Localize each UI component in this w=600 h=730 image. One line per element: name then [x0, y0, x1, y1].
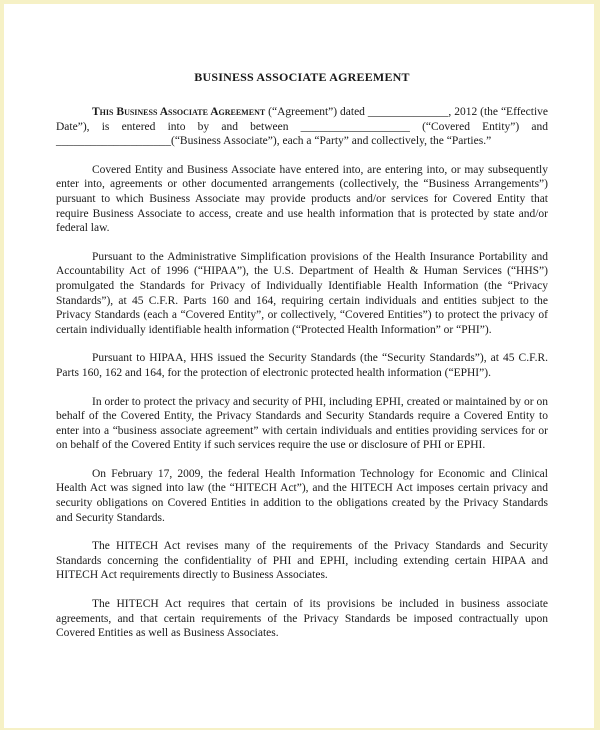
paragraph-business-arrangements: Covered Entity and Business Associate have entered into, are entering into, or may subsequently enter into, agreements or other documented arrangements (collectively, the “Business Arrangements”) pursuant to which Business Associate may provide products and/or services for Covered Entity that require Business Associate to access, create and use health information that is protected by state and/or federal law. [56, 163, 548, 235]
paragraph-security-standards: Pursuant to HIPAA, HHS issued the Security Standards (the “Security Standards”), at 45 C.F.R. Parts 160, 162 and 164, for the protection of electronic protected health information (“EPHI”). [56, 352, 548, 379]
document-title: BUSINESS ASSOCIATE AGREEMENT [194, 70, 410, 84]
intro-lead: This Business Associate Agreement [92, 106, 266, 118]
paragraph-business-associate-requirement: In order to protect the privacy and security of PHI, including EPHI, created or maintained by or on behalf of the Covered Entity, the Privacy Standards and Security Standards require a Covered Entity to enter into a “business associate agreement” with certain individuals and entities providing services for or on behalf of the Covered Entity if such services require the use or disclosure of PHI or EPHI. [56, 395, 548, 452]
intro-text: (“Agreement”) dated ______________, 2012 (the “Effective Date”), is entered into by and between ___________________ (“Covered Entity”) and ____________________(“Business Associate”), each a “Party” and collectively, the “Parties.” [56, 106, 548, 148]
paragraph-hitech-revisions: The HITECH Act revises many of the requirements of the Privacy Standards and Security Standards concerning the confidentiality of PHI and EPHI, including extending certain HIPAA and HITECH Act requirements directly to Business Associates. [56, 540, 548, 582]
paragraph-hitech-act: On February 17, 2009, the federal Health Information Technology for Economic and Clinical Health Act was signed into law (the “HITECH Act”), and the HITECH Act imposes certain privacy and security obligations on Covered Entities in addition to the obligations created by the Privacy Standards and Security Standards. [56, 467, 548, 524]
document-page [4, 4, 594, 728]
intro-paragraph [56, 105, 548, 149]
paragraph-privacy-standards: Pursuant to the Administrative Simplification provisions of the Health Insurance Portability and Accountability Act of 1996 (“HIPAA”), the U.S. Department of Health & Human Services (“HHS”) promulgated the Standards for Privacy of Individually Identifiable Health Information (the “Privacy Standards”), at 45 C.F.R. Parts 160 and 164, requiring certain individuals and entities subject to the Privacy Standards (each a “Covered Entity”, or collectively, “Covered Entities”) to protect the privacy of certain individually identifiable health information (“Protected Health Information” or “PHI”). [56, 250, 548, 336]
paragraph-hitech-provisions: The HITECH Act requires that certain of its provisions be included in business associate agreements, and that certain requirements of the Privacy Standards be imposed contractually upon Covered Entities as well as Business Associates. [56, 598, 548, 640]
